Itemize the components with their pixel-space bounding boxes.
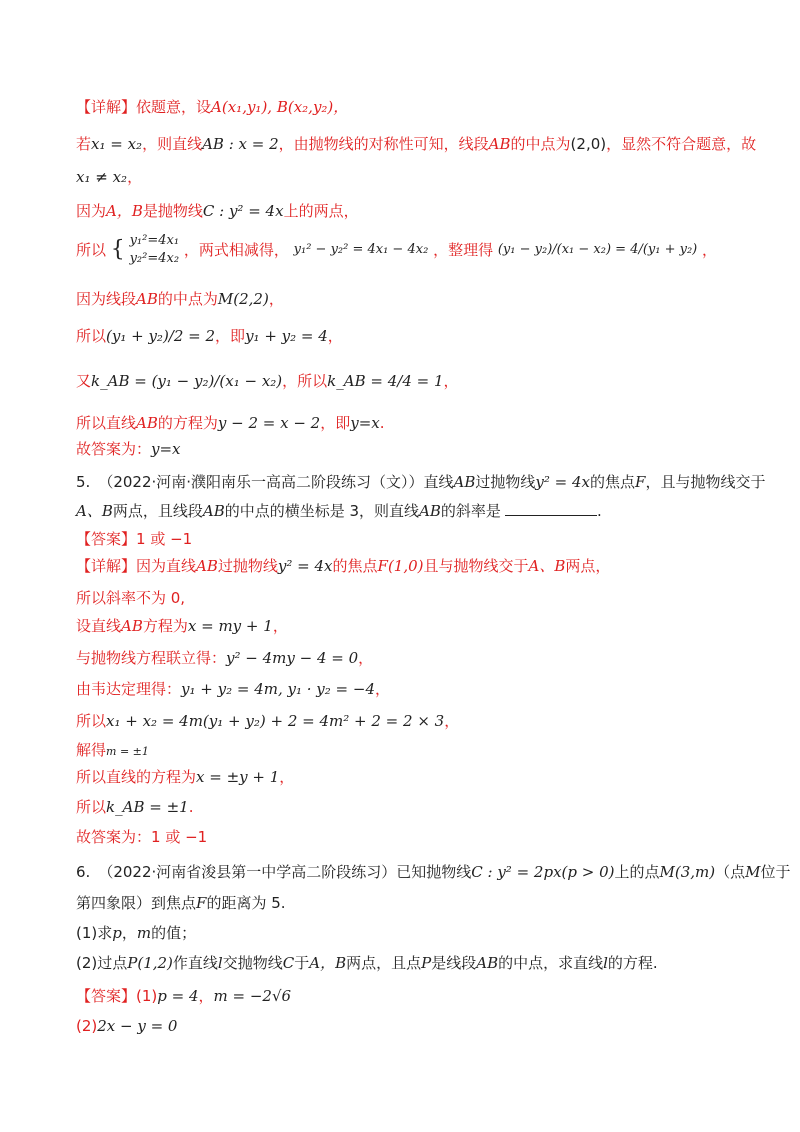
detail-line-7: 所以(y₁ + y₂)/2 = 2，即y₁ + y₂ = 4， xyxy=(76,327,343,345)
q5-detail-answer: 故答案为：1 或 −1 xyxy=(76,828,208,846)
detail-line-8: 又k_AB = (y₁ − y₂)/(x₁ − x₂)，所以k_AB = 4/4 = 1， xyxy=(76,372,459,390)
q5-detail-2: 所以斜率不为 0, xyxy=(76,589,186,607)
detail-line-6: 因为线段AB的中点为M(2,2)， xyxy=(76,290,284,308)
brace-icon: { xyxy=(110,237,125,262)
q5-line-1: 5. （2022·河南·濮阳南乐一高高二阶段练习（文））直线AB过抛物线y² = 4x的焦点F，且与抛物线交于 xyxy=(76,473,766,491)
q5-detail-6: 所以x₁ + x₂ = 4m(y₁ + y₂) + 2 = 4m² + 2 = 2 × 3， xyxy=(76,712,460,730)
q6-line-4: (2)过点P(1,2)作直线l交抛物线C于A，B两点，且点P是线段AB的中点，求直线l的方程. xyxy=(76,954,658,972)
detail-tag: 【详解】 xyxy=(76,557,137,575)
q5-answer: 【答案】1 或 −1 xyxy=(76,530,193,548)
q6-answer-1: 【答案】(1)p = 4，m = −2√6 xyxy=(76,987,292,1005)
detail-line-2: 若x₁ = x₂，则直线AB : x = 2，由抛物线的对称性可知，线段AB的中点为(2,0)，显然不符合题意，故 xyxy=(76,135,757,153)
q6-answer-2: (2)2x − y = 0 xyxy=(76,1017,178,1035)
q5-detail-3: 设直线AB方程为x = my + 1， xyxy=(76,617,288,635)
q6-line-3: (1)求p，m的值； xyxy=(76,924,197,942)
q6-line-1: 6. （2022·河南省浚县第一中学高二阶段练习）已知抛物线C : y² = 2px(p > 0)上的点M(3,m)（点M位于 xyxy=(76,863,791,881)
detail-line-1: 【详解】依题意，设A(x₁,y₁), B(x₂,y₂)， xyxy=(76,98,349,116)
answer-tag: 【答案】 xyxy=(76,530,137,548)
answer-tag: 【答案】 xyxy=(76,987,137,1005)
q6-number: 6. xyxy=(76,863,91,881)
q5-detail-9: 所以k_AB = ±1. xyxy=(76,798,194,816)
detail-line-4: 因为A，B是抛物线C : y² = 4x上的两点， xyxy=(76,202,359,220)
q5-detail-4: 与抛物线方程联立得：y² − 4my − 4 = 0， xyxy=(76,649,374,667)
detail-line-9: 所以直线AB的方程为y − 2 = x − 2，即y=x. xyxy=(76,414,385,432)
q5-detail-1: 【详解】因为直线AB过抛物线y² = 4x的焦点F(1,0)且与抛物线交于A、B两点， xyxy=(76,557,611,575)
answer-blank xyxy=(505,501,597,516)
q5-line-2: A、B两点，且线段AB的中点的横坐标是 3，则直线AB的斜率是 . xyxy=(76,502,602,520)
q5-detail-5: 由韦达定理得：y₁ + y₂ = 4m, y₁ · y₂ = −4， xyxy=(76,680,391,698)
detail-tag: 【详解】 xyxy=(76,98,137,116)
q5-number: 5. xyxy=(76,473,91,491)
q5-detail-8: 所以直线的方程为x = ±y + 1， xyxy=(76,768,295,786)
detail-answer-line: 故答案为：y=x xyxy=(76,440,181,458)
detail-line-5: 所以 { y₁²=4x₁ y₂²=4x₂ ，两式相减得， y₁² − y₂² = 4x₁ − 4x₂ ，整理得 (y₁ − y₂)/(x₁ − x₂) = 4/(y₁ + y₂) ， xyxy=(76,233,718,266)
equation-system: y₁²=4x₁ y₂²=4x₂ xyxy=(129,233,180,266)
detail-line-3: x₁ ≠ x₂， xyxy=(76,168,143,186)
q5-detail-7: 解得m = ±1 xyxy=(76,741,149,759)
q6-line-2: 第四象限）到焦点F的距离为 5. xyxy=(76,894,286,912)
